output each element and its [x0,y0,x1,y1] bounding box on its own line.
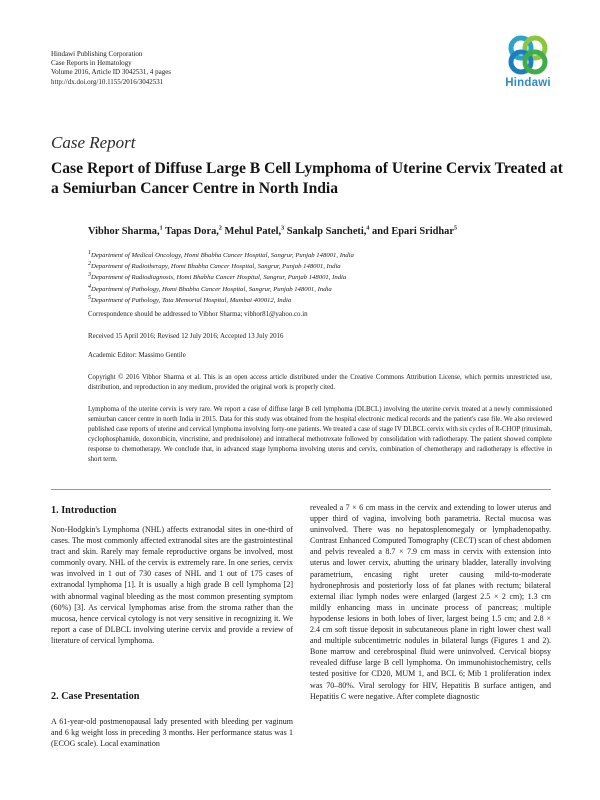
correspondence-line: Correspondence should be addressed to Vibhor Sharma; vibhor81@yahoo.co.in [88,311,308,318]
affiliation-item: $^1$Department of Medical Oncology, Homi Bhabha Cancer Hospital, Sangrur, Punjab 148001, India [88,249,354,259]
hindawi-logo [498,34,558,89]
affiliation-list [88,250,354,306]
publisher-name: Hindawi Publishing Corporation [51,50,143,58]
abstract-text: Lymphoma of the uterine cervix is very rare. We report a case of diffuse large B cell lymphoma (DLBCL) involving the uterine cervix treated at a newly commissioned semiurban cancer centre in north India in 2015. Data for this study was obtained from the hospital electronic medical records and the patient's case file. We also reviewed published case reports of uterine and cervical lymphoma involving forty-one patients. We treated a case of stage IV DLBCL cervix with six cycles of R-CHOP (rituximab, cyclophosphamide, doxorubicin, vincristine, and prednisolone) and intrathecal methotrexate followed by consolidation with radiotherapy. The patient showed complete response to chemotherapy. We conclude that, in advanced stage lymphoma involving uterus and cervix, combination of chemotherapy and radiotherapy is effective in short term. [88,406,552,463]
journal-name: Case Reports in Hematology [51,59,132,68]
affiliation-item: $^4$Department of Pathology, Homi Bhabha Cancer Hospital, Sangrur, Punjab 148001, India [88,283,332,293]
hindawi-logo-icon [506,34,550,76]
affiliation-item: $^3$Department of Radiodiagnosis, Homi Bhabha Cancer Hospital, Sangrur, Punjab 148001, India [88,272,347,282]
paper-title: Case Report of Diffuse Large B Cell Lymphoma of Uterine Cervix Treated at a Semiurban Cancer Centre in North India [51,160,563,197]
author-name: Vibhor Sharma, [88,226,160,237]
section-heading-case-presentation: 2. Case Presentation [51,691,140,702]
author-list [88,226,457,237]
author-affil-mark: 1 [159,225,163,232]
section-divider [51,489,551,490]
author-name: and Epari Sridhar [372,226,454,237]
author-affil-mark: 3 [281,225,285,232]
introduction-text: Non-Hodgkin's Lymphoma (NHL) affects extranodal sites in one-third of cases. The most commonly affected extranodal sites are the gastrointestinal tract and skin. Rarely may female reproductive organs be involved, most commonly ovary. NHL of the cervix is extremely rare. In one series, cervix was involved in 1 out of 730 cases of NHL and 1 out of 175 cases of extranodal lymphoma [1]. It is usually a high grade B cell lymphoma [2] with abnormal vaginal bleeding as the most common presenting symptom (60%) [3]. As cervical lymphomas arise from the stroma rather than the mucosa, hence cervical cytology is not very sensitive in recognizing it. We report a case of DLBCL involving uterine cervix and provide a review of literature of cervical lymphoma. [51,525,293,645]
article-type: Case Report [51,133,136,152]
author-affil-mark: 2 [218,225,222,232]
author-affil-mark: 5 [454,225,457,232]
right-column-text: revealed a 7 × 6 cm mass in the cervix and extending to lower uterus and upper third of vagina, involving both parametria. Rectal mucosa was uninvolved. There was no hepatosplenomegaly or lymphadenopathy. Contrast Enhanced Computed Tomography (CECT) scan of chest abdomen and pelvis revealed a 8.7 × 7.9 cm mass in cervix with extension into uterus and lower cervix, abutting the urinary bladder, laterally involving parametrium, encasing right ureter causing mild-to-moderate hydronephrosis and posteriorly loss of fat planes with rectum; bilateral external iliac lymph nodes were enlarged (largest 2.5 × 2 cm); 1.3 cm mildly enhancing mass in uncinate process of pancreas; multiple hypodense lesions in both lobes of liver, largest being 1.5 cm; and 2.8 × 2.4 cm soft tissue deposit in subcutaneous plane in right lower chest wall and multiple subcentimetric nodules in bilateral lungs (Figures 1 and 2). Bone marrow and cerebrospinal fluid were uninvolved. Cervical biopsy revealed diffuse large B cell lymphoma. On immunohistochemistry, cells tested positive for CD20, MUM 1, and BCL 6; Mib 1 proliferation index was 70–80%. Viral serology for HIV, Hepatitis B surface antigen, and Hepatitis C were negative. After complete diagnostic [310,503,552,701]
publication-info [51,50,171,87]
doi-link[interactable]: http://dx.doi.org/10.1155/2016/3042531 [51,77,164,86]
case-presentation-text: A 61-year-old postmenopausal lady presented with bleeding per vaginum and 6 kg weight loss in preceding 3 months. Her performance status was 1 (ECOG scale). Local examination [51,717,293,749]
author-name: Sankalp Sancheti, [286,226,367,237]
hindawi-logo-text: Hindawi [505,77,551,89]
received-dates: Received 15 April 2016; Revised 12 July 2016; Accepted 13 July 2016 [88,333,284,340]
affiliation-item: $^5$Department of Pathology, Tata Memorial Hospital, Mumbai 400012, India [88,294,292,304]
author-affil-mark: 4 [366,225,370,232]
academic-editor: Academic Editor: Massimo Gentile [88,352,186,359]
volume-info: Volume 2016, Article ID 3042531, 4 pages [51,68,172,77]
section-heading-introduction: 1. Introduction [51,505,117,516]
affiliation-item: $^2$Department of Radiotherapy, Homi Bhabha Cancer Hospital, Sangrur, Punjab 148001, India [88,260,341,271]
author-name: Tapas Dora, [165,226,219,237]
copyright-notice: Copyright © 2016 Vibhor Sharma et al. This is an open access article distributed under the Creative Commons Attribution License, which permits unrestricted use, distribution, and reproduction in any medium, provided the original work is properly cited. [88,374,552,391]
author-name: Mehul Patel, [224,226,282,237]
